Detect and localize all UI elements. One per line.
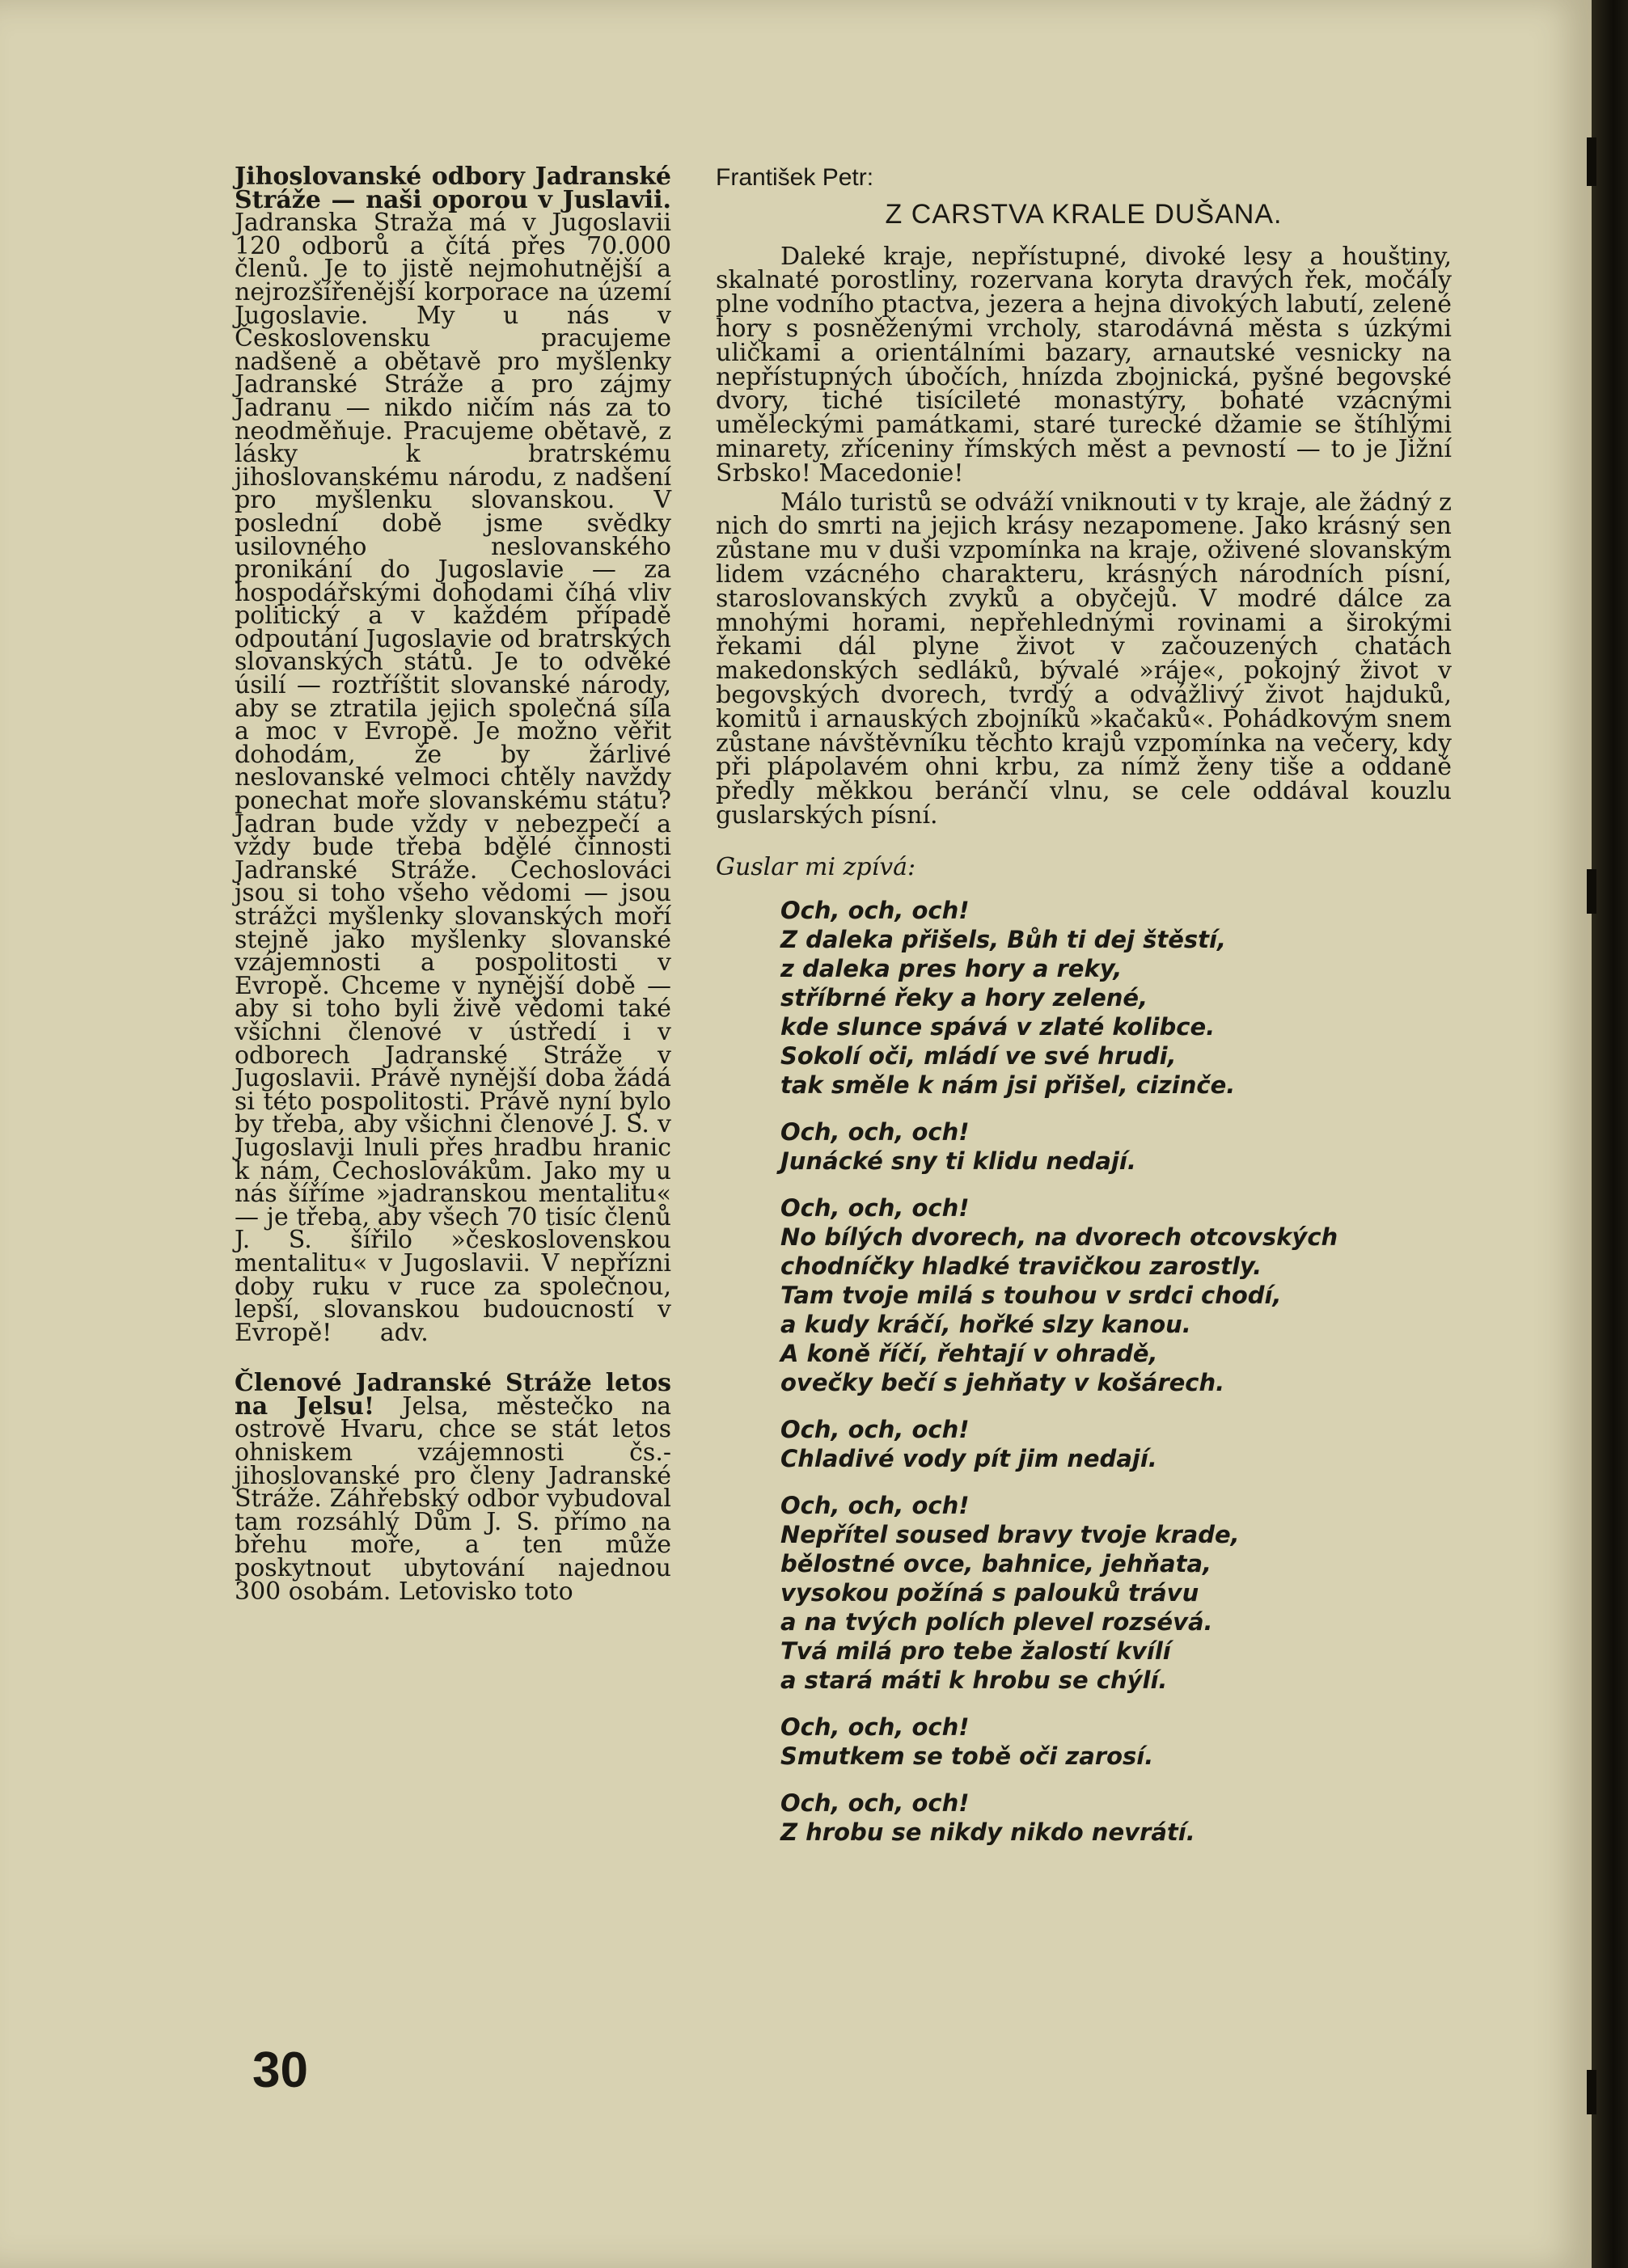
poem-stanza [780,1789,1452,1847]
poem-line: Och, och, och! [780,1789,970,1817]
poem-line: tak směle k nám jsi přišel, cizinče. [780,1071,1236,1099]
article-heading: Členové Jadranské Stráže letos na Jelsu! [235,1369,671,1421]
prose-paragraph: Daleké kraje, nepřístupné, divoké lesy a houštiny, skalnaté porostliny, rozervana koryta dravých řek, močály plne vodního ptactva, jezera a hejna divokých labutí, zelené hory s posněženými vrcholy, starodávná města s úzkými uličkami a orientálními bazary, arnautské vesnicky na nepřístupných úbočích, hnízda zbojnická, pyšné begovské dvory, tiché tisícileté monastýry, bohaté vzácnými uměleckými památkami, staré turecké džamie se štíhlými minarety, zříceniny římských měst a pevností — to je Jižní Srbsko! Macedonie! [716,242,1452,488]
binding-mark [1587,2070,1596,2114]
poem-line: A koně říčí, řehtají v ohradě, [780,1339,1158,1367]
poem-line: a stará máti k hrobu se chýlí. [780,1666,1168,1694]
poem-line: Chladivé vody pít jim nedají. [780,1444,1157,1472]
guslar-intro: Guslar mi zpívá: [716,852,916,881]
prose-paragraph: Málo turistů se odváží vniknouti v ty kraje, ale žádný z nich do smrti na jejich krásy nezapomene. Jako krásný sen zůstane mu v duši vzpomínka na kraje, oživené slovanským lidem vzácného charakteru, krásných národních písní, staroslovanských zvyků a obyčejů. V modré dálce za mnohými horami, nepřehlednými rovinami a širokými řekami dál plyne život v začouzených chatách makedonských sedláků, bývalé »ráje«, pokojný život v begovských dvorech, tvrdý a odvážlivý život hajduků, komitů i arnauských zbojníků »kačaků«. Pohádkovým snem zůstane návštěvníku těchto krajů vzpomínka na večery, kdy při plápolavém ohni krbu, za nímž ženy tiše a oddaně předly měkkou beránčí vlnu, se cele oddával kouzlu guslarských písní. [716,488,1452,830]
poem-stanza [780,1193,1452,1397]
binding-mark [1587,869,1596,914]
poem-line: No bílých dvorech, na dvorech otcovských [780,1223,1338,1251]
article-body: Jadranska Straža má v Jugoslavii 120 odborů a čítá přes 70.000 členů. Je to jistě nejmohutnější a nejrozšířenější korporace na území Jugoslavie. My u nás v Československu pracujeme nadšeně a obětavě pro myšlenky Jadranské Stráže a pro zájmy Jadranu — nikdo ničím nás za to neodměňuje. Pracujeme obětavě, z lásky k bratrskému jihoslovanskému národu, z nadšení pro myšlenku slovanskou. V poslední době jsme svědky usilovného neslovanského pronikání do Jugoslavie — za hospodářskými dohodami číhá vliv politický a v každém případě odpoutání Jugoslavie od bratrských slovanských států. Je to odvěké úsilí — roztříštit slovanské národy, aby se ztratila jejich společná síla a moc v Evropě. Je možno věřit dohodám, že by žárlivé neslovanské velmoci chtěly navždy ponechat moře slovanskému státu? Jadran bude vždy v nebezpečí a vždy bude třeba bdělé činnosti Jadranské Stráže. Čechoslováci jsou si toho všeho vědomi — jsou strážci myšlenky slovanských moří stejně jako myšlenky slovanské vzájemnosti a pospolitosti v Evropě. Chceme v nynější době — aby si toho byli živě vědomi také všichni členové v ústředí i v odborech Jadranské Stráže v Jugoslavii. Právě nynější doba žádá si této pospolitosti. Právě nyní bylo by třeba, aby všichni členové J. S. v Jugoslavii lnuli přes hradbu hranic k nám, Čechoslovákům. Jako my u nás šíříme »jadranskou mentalitu« — je třeba, aby všech 70 tisíc členů J. S. šířilo »československou mentalitu« v Jugoslavii. V nepřízni doby ruku v ruce za společnou, lepší, slovanskou budoucností v Evropě! [235,209,671,1347]
poem-stanza [780,1491,1452,1695]
poem [716,896,1452,1847]
poem-line: Nepřítel soused bravy tvoje krade, [780,1520,1240,1548]
poem-line: Och, och, och! [780,896,970,924]
article-jihoslovanske-odbory [235,163,671,1347]
poem-line: Z hrobu se nikdy nikdo nevrátí. [780,1818,1195,1846]
poem-line: z daleka pres hory a reky, [780,954,1123,982]
binding-edge [1592,0,1628,2268]
poem-line: Smutkem se tobě oči zarosí. [780,1742,1154,1770]
poem-line: stříbrné řeky a hory zelené, [780,983,1148,1012]
poem-line: chodníčky hladké travičkou zarostly. [780,1252,1262,1280]
author-line: František Petr: [716,164,874,191]
poem-line: bělostné ovce, bahnice, jehňata, [780,1549,1212,1577]
poem-stanza [780,1713,1452,1771]
article-heading: Jihoslovanské odbory Jadranské Stráže — naši oporou v Juslavii. [235,163,671,214]
poem-line: Och, och, och! [780,1415,970,1443]
left-column [235,163,671,1631]
poem-line: ovečky bečí s jehňaty v košárech. [780,1368,1225,1396]
poem-line: Tam tvoje milá s touhou v srdci chodí, [780,1281,1282,1309]
poem-line: Och, och, och! [780,1117,970,1146]
poem-line: Sokolí oči, mládí ve své hrudi, [780,1041,1177,1070]
poem-line: a kudy kráčí, hořké slzy kanou. [780,1310,1191,1338]
article-jelsa [235,1369,671,1606]
article-title: Z CARSTVA KRALE DUŠANA. [885,198,1283,230]
binding-mark [1587,137,1596,186]
poem-line: Tvá milá pro tebe žalostí kvílí [780,1637,1171,1665]
article-signature: adv. [379,1318,429,1347]
poem-stanza [780,1415,1452,1473]
poem-line: a na tvých polích plevel rozsévá. [780,1607,1213,1636]
poem-line: Och, och, och! [780,1193,970,1222]
poem-stanza [780,896,1452,1100]
poem-line: Junácké sny ti klidu nedají. [780,1147,1136,1175]
article-body: Jelsa, městečko na ostrově Hvaru, chce se stát letos ohniskem vzájemnosti čs.-jihoslovanské pro členy Jadranské Stráže. Záhřebský odbor vybudoval tam rozsáhlý Dům J. S. přímo na břehu moře, a ten může poskytnout ubytování najednou 300 osobám. Letovisko toto [235,1392,671,1606]
poem-stanza [780,1117,1452,1176]
right-column [716,166,1452,1865]
poem-line: Z daleka přišels, Bůh ti dej štěstí, [780,925,1226,953]
page-number: 30 [252,2042,308,2098]
poem-line: vysokou požíná s palouků trávu [780,1578,1199,1607]
poem-line: Och, och, och! [780,1491,970,1519]
poem-line: kde slunce spává v zlaté kolibce. [780,1012,1216,1041]
poem-line: Och, och, och! [780,1713,970,1741]
